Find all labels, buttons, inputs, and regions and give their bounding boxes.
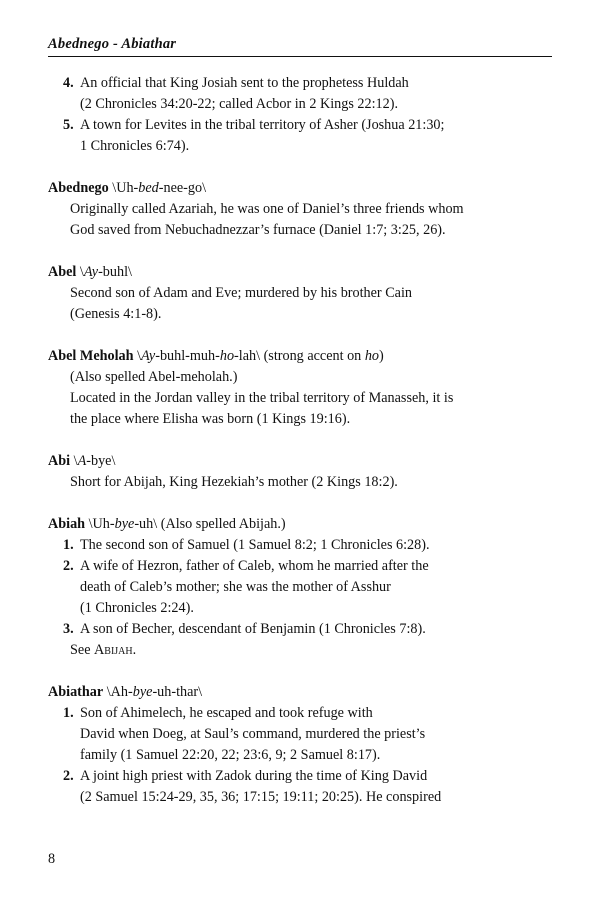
sense-line: A son of Becher, descendant of Benjamin (1 Chronicles 7:8).: [80, 621, 426, 637]
cross-reference: [48, 640, 552, 661]
pron-part: -uh\ (Also spelled Abijah.): [134, 516, 286, 532]
entry-definition: [48, 367, 552, 430]
pron-stressed: A: [77, 453, 87, 469]
pron-part: \: [70, 453, 78, 469]
sense-number: 2.: [63, 768, 74, 784]
sense-list: [48, 73, 552, 157]
sense-item: [48, 766, 552, 808]
page-number: 8: [48, 851, 56, 867]
pron-part: -buhl-muh-: [155, 348, 220, 364]
definition-line: the place where Elisha was born (1 Kings 19:16).: [70, 411, 351, 427]
dictionary-entry-abednego: [48, 178, 552, 241]
headword: Abel Meholah: [48, 348, 134, 364]
pronunciation: [109, 180, 206, 196]
sense-list: [48, 535, 552, 640]
sense-number: 4.: [63, 75, 74, 91]
headword: Abiathar: [48, 684, 104, 700]
pronunciation: [70, 453, 115, 469]
pron-part: -bye\: [86, 453, 116, 469]
see-also-prefix: See: [70, 642, 95, 658]
entry-definition: [48, 472, 552, 493]
pron-part: \Uh-: [85, 516, 115, 532]
sense-item: [48, 619, 552, 640]
sense-line: (1 Chronicles 2:24).: [80, 600, 194, 616]
pron-stressed: bye: [132, 684, 153, 700]
entry-definition: [48, 283, 552, 325]
sense-line: death of Caleb’s mother; she was the mother of Asshur: [80, 579, 391, 595]
sense-item: [48, 73, 552, 115]
pronunciation: [76, 264, 132, 280]
pron-part: ): [379, 348, 384, 364]
sense-line: An official that King Josiah sent to the prophetess Huldah: [80, 75, 409, 91]
sense-line: A wife of Hezron, father of Caleb, whom he married after the: [80, 558, 429, 574]
sense-line: family (1 Samuel 22:20, 22; 23:6, 9; 2 Samuel 8:17).: [80, 747, 381, 763]
dictionary-entry-abel-meholah: [48, 346, 552, 430]
pron-stressed: Ay: [141, 348, 156, 364]
entry-headline: [48, 451, 552, 472]
pronunciation: [85, 516, 286, 532]
entry-headline: [48, 346, 552, 367]
sense-item: [48, 703, 552, 766]
running-head: Abednego - Abiathar: [48, 36, 177, 52]
see-also-target[interactable]: Abijah: [94, 642, 133, 658]
page-body: [48, 73, 552, 808]
pron-accent-note: ho: [364, 348, 380, 364]
entry-headline: [48, 178, 552, 199]
sense-line: (2 Samuel 15:24-29, 35, 36; 17:15; 19:11; 20:25). He conspired: [80, 789, 442, 805]
pronunciation: [134, 348, 384, 364]
entry-definition: [48, 199, 552, 241]
pron-part: -lah\ (strong accent on: [234, 348, 365, 364]
pron-part: -buhl\: [98, 264, 132, 280]
definition-line: Second son of Adam and Eve; murdered by his brother Cain: [70, 285, 413, 301]
definition-line: Originally called Azariah, he was one of Daniel’s three friends whom: [70, 201, 464, 217]
pron-stressed: bye: [114, 516, 135, 532]
pronunciation: [103, 684, 202, 700]
dictionary-entry-abiah: [48, 514, 552, 661]
headword: Abi: [48, 453, 71, 469]
sense-item: [48, 115, 552, 157]
pron-part: \: [133, 348, 142, 364]
sense-number: 1.: [63, 705, 74, 721]
sense-number: 3.: [63, 621, 74, 637]
pron-part: \Ah-: [103, 684, 133, 700]
definition-line: Located in the Jordan valley in the tribal territory of Manasseh, it is: [70, 390, 454, 406]
pron-part: -uh-thar\: [152, 684, 203, 700]
see-also-suffix: .: [132, 642, 137, 658]
headword: Abiah: [48, 516, 86, 532]
pron-part: \: [76, 264, 84, 280]
sense-line: A town for Levites in the tribal territory of Asher (Joshua 21:30;: [80, 117, 445, 133]
sense-line: A joint high priest with Zadok during the time of King David: [80, 768, 428, 784]
pron-stressed: bed: [138, 180, 159, 196]
sense-line: Son of Ahimelech, he escaped and took refuge with: [80, 705, 373, 721]
definition-line: (Genesis 4:1-8).: [70, 306, 162, 322]
sense-number: 1.: [63, 537, 74, 553]
sense-line: David when Doeg, at Saul’s command, murdered the priest’s: [80, 726, 426, 742]
pron-stressed: Ay: [83, 264, 99, 280]
pron-part: -nee-go\: [158, 180, 207, 196]
definition-line: God saved from Nebuchadnezzar’s furnace (Daniel 1:7; 3:25, 26).: [70, 222, 446, 238]
pron-part: \Uh-: [108, 180, 139, 196]
sense-line: The second son of Samuel (1 Samuel 8:2; 1 Chronicles 6:28).: [80, 537, 430, 553]
dictionary-entry-abi: [48, 451, 552, 493]
headword: Abednego: [48, 180, 109, 196]
entry-headline: [48, 682, 552, 703]
continued-entry: [48, 73, 552, 157]
sense-item: [48, 556, 552, 619]
definition-line: Short for Abijah, King Hezekiah’s mother (2 Kings 18:2).: [70, 474, 398, 490]
dictionary-entry-abiathar: [48, 682, 552, 808]
sense-item: [48, 535, 552, 556]
sense-line: (2 Chronicles 34:20-22; called Acbor in 2 Kings 22:12).: [80, 96, 398, 112]
headword: Abel: [48, 264, 77, 280]
entry-headline: [48, 262, 552, 283]
dictionary-entry-abel: [48, 262, 552, 325]
definition-line: (Also spelled Abel-meholah.): [70, 369, 238, 385]
sense-line: 1 Chronicles 6:74).: [80, 138, 190, 154]
running-head-rule: [48, 56, 552, 57]
sense-list: [48, 703, 552, 808]
sense-number: 2.: [63, 558, 74, 574]
entry-headline: [48, 514, 552, 535]
sense-number: 5.: [63, 117, 74, 133]
pron-stressed: ho: [219, 348, 235, 364]
